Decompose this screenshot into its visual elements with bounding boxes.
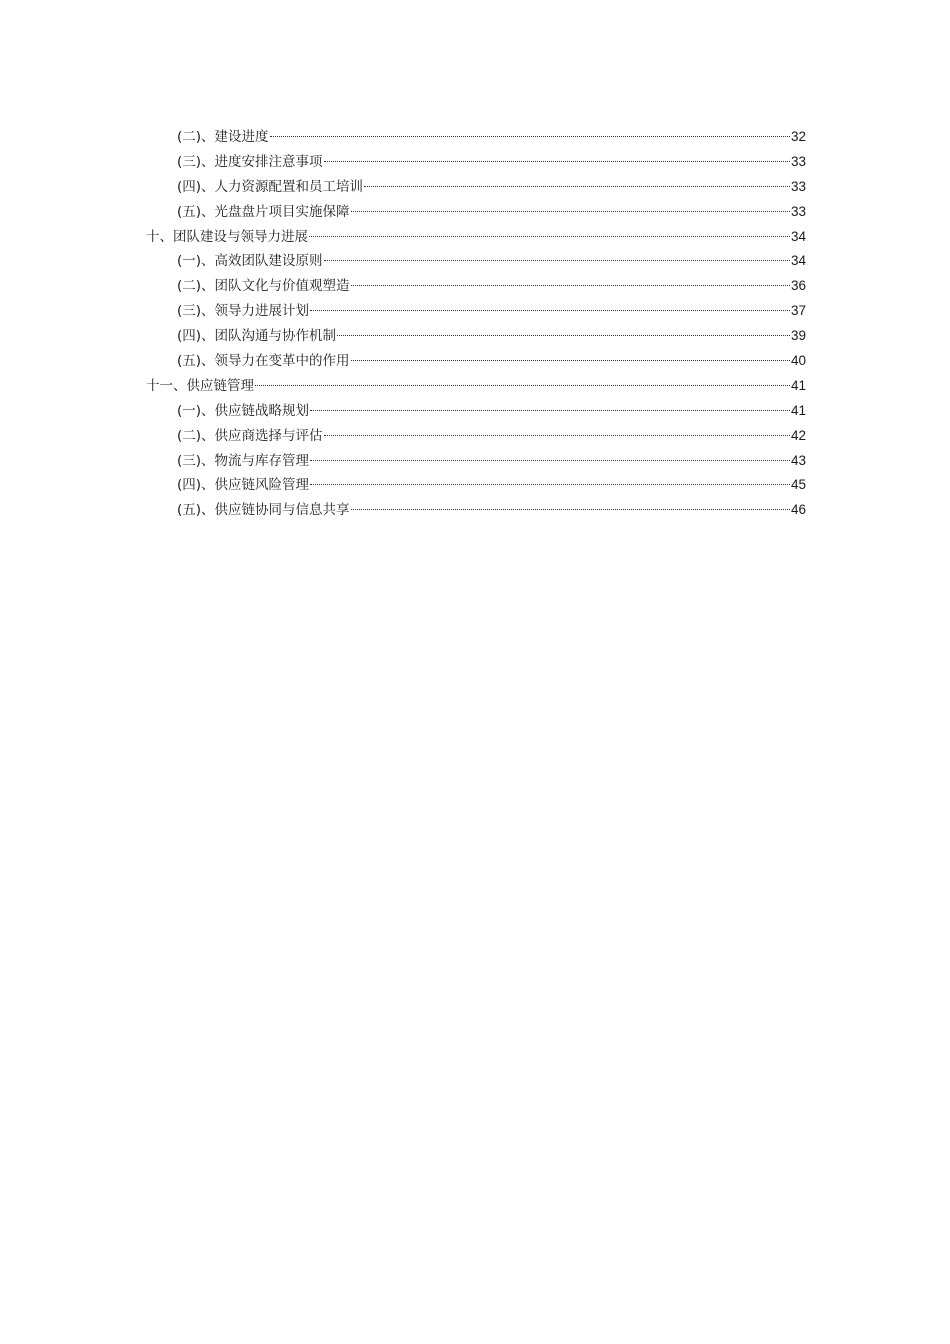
toc-entry-construction-progress[interactable] xyxy=(146,125,806,150)
toc-page-number: 40 xyxy=(790,353,806,369)
toc-dot-leader xyxy=(324,260,790,261)
toc-dot-leader xyxy=(324,435,790,436)
toc-entry-supply-collaboration[interactable] xyxy=(146,498,806,523)
toc-page-number: 41 xyxy=(790,402,806,418)
toc-entry-title: (四)、供应链风险管理 xyxy=(177,477,310,494)
toc-entry-title: (三)、物流与库存管理 xyxy=(177,452,310,469)
toc-entry-title: (二)、建设进度 xyxy=(177,129,269,145)
toc-dot-leader xyxy=(324,161,790,162)
toc-entry-title: (五)、光盘盘片项目实施保障 xyxy=(177,203,350,220)
toc-entry-title: (二)、供应商选择与评估 xyxy=(177,427,323,444)
toc-entry-team-culture[interactable] xyxy=(146,274,806,299)
toc-page-number: 34 xyxy=(790,228,806,244)
toc-dot-leader xyxy=(310,310,790,311)
toc-dot-leader xyxy=(351,285,790,286)
toc-page-number: 37 xyxy=(790,303,806,319)
toc-dot-leader xyxy=(255,385,790,386)
toc-entry-title: (一)、供应链战略规划 xyxy=(177,402,310,419)
toc-page-number: 46 xyxy=(790,502,806,518)
toc-dot-leader xyxy=(351,360,790,361)
toc-dot-leader xyxy=(310,484,790,485)
toc-dot-leader xyxy=(364,186,790,187)
toc-chapter-team-building[interactable] xyxy=(146,225,806,250)
toc-entry-supply-strategy[interactable] xyxy=(146,399,806,424)
toc-dot-leader xyxy=(310,460,790,461)
toc-page-number: 36 xyxy=(790,278,806,294)
toc-entry-title: (三)、领导力进展计划 xyxy=(177,303,310,320)
toc-page-number: 33 xyxy=(790,153,806,169)
toc-chapter-title: 十一、供应链管理 xyxy=(146,377,254,394)
toc-entry-hr-training[interactable] xyxy=(146,175,806,200)
toc-entry-supply-risk[interactable] xyxy=(146,473,806,498)
toc-entry-title: (四)、团队沟通与协作机制 xyxy=(177,328,337,345)
toc-dot-leader xyxy=(310,410,790,411)
toc-page-number: 33 xyxy=(790,178,806,194)
toc-chapter-supply-chain[interactable] xyxy=(146,374,806,399)
toc-dot-leader xyxy=(309,236,790,237)
toc-entry-leadership-plan[interactable] xyxy=(146,299,806,324)
toc-page-number: 39 xyxy=(790,328,806,344)
toc-entry-title: (五)、供应链协同与信息共享 xyxy=(177,502,350,519)
toc-page-number: 32 xyxy=(790,129,806,144)
toc-entry-team-principles[interactable] xyxy=(146,249,806,274)
toc-entry-leadership-change[interactable] xyxy=(146,349,806,374)
toc-entry-logistics-inventory[interactable] xyxy=(146,449,806,474)
toc-entry-title: (五)、领导力在变革中的作用 xyxy=(177,353,350,370)
toc-entry-title: (一)、高效团队建设原则 xyxy=(177,253,323,270)
toc-page-number: 42 xyxy=(790,427,806,443)
toc-page-number: 33 xyxy=(790,203,806,219)
toc-entry-title: (四)、人力资源配置和员工培训 xyxy=(177,178,364,195)
toc-page-number: 41 xyxy=(790,377,806,393)
toc-page-number: 45 xyxy=(790,477,806,493)
toc-entry-title: (三)、进度安排注意事项 xyxy=(177,153,323,170)
toc-dot-leader xyxy=(270,136,790,137)
toc-entry-supplier-selection[interactable] xyxy=(146,424,806,449)
toc-dot-leader xyxy=(351,509,790,510)
toc-entry-team-communication[interactable] xyxy=(146,324,806,349)
toc-chapter-title: 十、团队建设与领导力进展 xyxy=(146,228,308,245)
toc-dot-leader xyxy=(351,211,790,212)
toc-page-number: 43 xyxy=(790,452,806,468)
toc-entry-title: (二)、团队文化与价值观塑造 xyxy=(177,278,350,295)
toc-entry-implementation-guarantee[interactable] xyxy=(146,200,806,225)
toc-page-number: 34 xyxy=(790,253,806,269)
table-of-contents xyxy=(146,125,806,523)
toc-entry-schedule-notes[interactable] xyxy=(146,150,806,175)
toc-dot-leader xyxy=(337,335,790,336)
